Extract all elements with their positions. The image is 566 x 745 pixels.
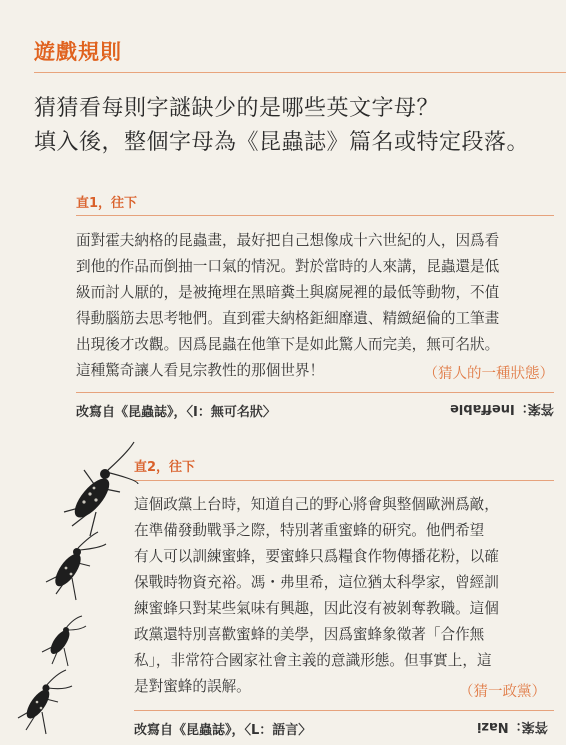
clue-text-line: 練蜜蜂只對某些氣味有興趣，因此沒有被剝奪教職。這個 xyxy=(134,600,499,617)
clue-divider xyxy=(134,480,554,481)
clue-hint: （猜一政黨） xyxy=(459,684,546,700)
header-divider xyxy=(34,72,566,73)
clue-text-line: 私」，非常符合國家社會主義的意識形態。但事實上，這 xyxy=(134,652,492,669)
clue-text-line: 是對蜜蜂的誤解。 xyxy=(134,678,251,695)
clue-divider xyxy=(76,392,554,393)
longhorn-beetle-icon xyxy=(12,668,74,740)
clue-divider xyxy=(76,215,554,216)
intro xyxy=(34,92,564,160)
clue-text-line: 有人可以訓練蜜蜂，要蜜蜂只爲糧食作物傳播花粉，以確 xyxy=(134,548,499,565)
clue-text-line: 這個政黨上台時，知道自己的野心將會與整個歐洲爲敵， xyxy=(134,496,499,513)
clue-text-line: 面對霍夫納格的昆蟲畫，最好把自己想像成十六世紀的人，因爲看 xyxy=(76,232,500,249)
upside-down-answer: 答案：Nazi xyxy=(477,719,548,734)
source-citation: 改寫自《昆蟲誌》，〈L：語言〉 xyxy=(134,723,312,738)
upside-down-answer: 答案：Ineffable xyxy=(450,401,554,416)
clue-text-line: 出現後才改觀。因爲昆蟲在他筆下是如此驚人而完美，無可名狀。 xyxy=(76,336,500,353)
source-citation: 改寫自《昆蟲誌》，〈I：無可名狀〉 xyxy=(76,405,276,420)
longhorn-beetle-icon xyxy=(38,614,88,670)
clue-heading: 直2，往下 xyxy=(134,460,196,475)
clue-body xyxy=(76,228,556,384)
clue-heading: 直1，往下 xyxy=(76,196,138,211)
intro-line: 填入後，整個字母為《昆蟲誌》篇名或特定段落。 xyxy=(34,130,530,155)
longhorn-beetle-icon xyxy=(38,530,108,610)
clue-text-line: 得動腦筋去思考牠們。直到霍夫納格鉅細靡遺、精緻絕倫的工筆畫 xyxy=(76,310,500,327)
clue-divider xyxy=(134,710,554,711)
clue-text-line: 在準備發動戰爭之際，特別著重蜜蜂的研究。他們希望 xyxy=(134,522,485,539)
clue-body xyxy=(134,492,544,700)
page-title: 遊戲規則 xyxy=(34,39,122,64)
clue-text-line: 到他的作品而倒抽一口氣的情況。對於當時的人來講，昆蟲還是低 xyxy=(76,258,500,275)
clue-text-line: 級而討人厭的，是被掩埋在黑暗糞土與腐屍裡的最低等動物，不值 xyxy=(76,284,500,301)
clue-text-line: 政黨還特別喜歡蜜蜂的美學，因爲蜜蜂象徵著「合作無 xyxy=(134,626,485,643)
clue-text-line: 這種驚奇讓人看見宗教性的那個世界！ xyxy=(76,362,325,379)
intro-line: 猜猜看每則字謎缺少的是哪些英文字母？ xyxy=(34,96,440,121)
clue-hint: （猜人的一種狀態） xyxy=(423,366,554,382)
clue-text-line: 保戰時物資充裕。馮・弗里希，這位猶太科學家，曾經訓 xyxy=(134,574,499,591)
